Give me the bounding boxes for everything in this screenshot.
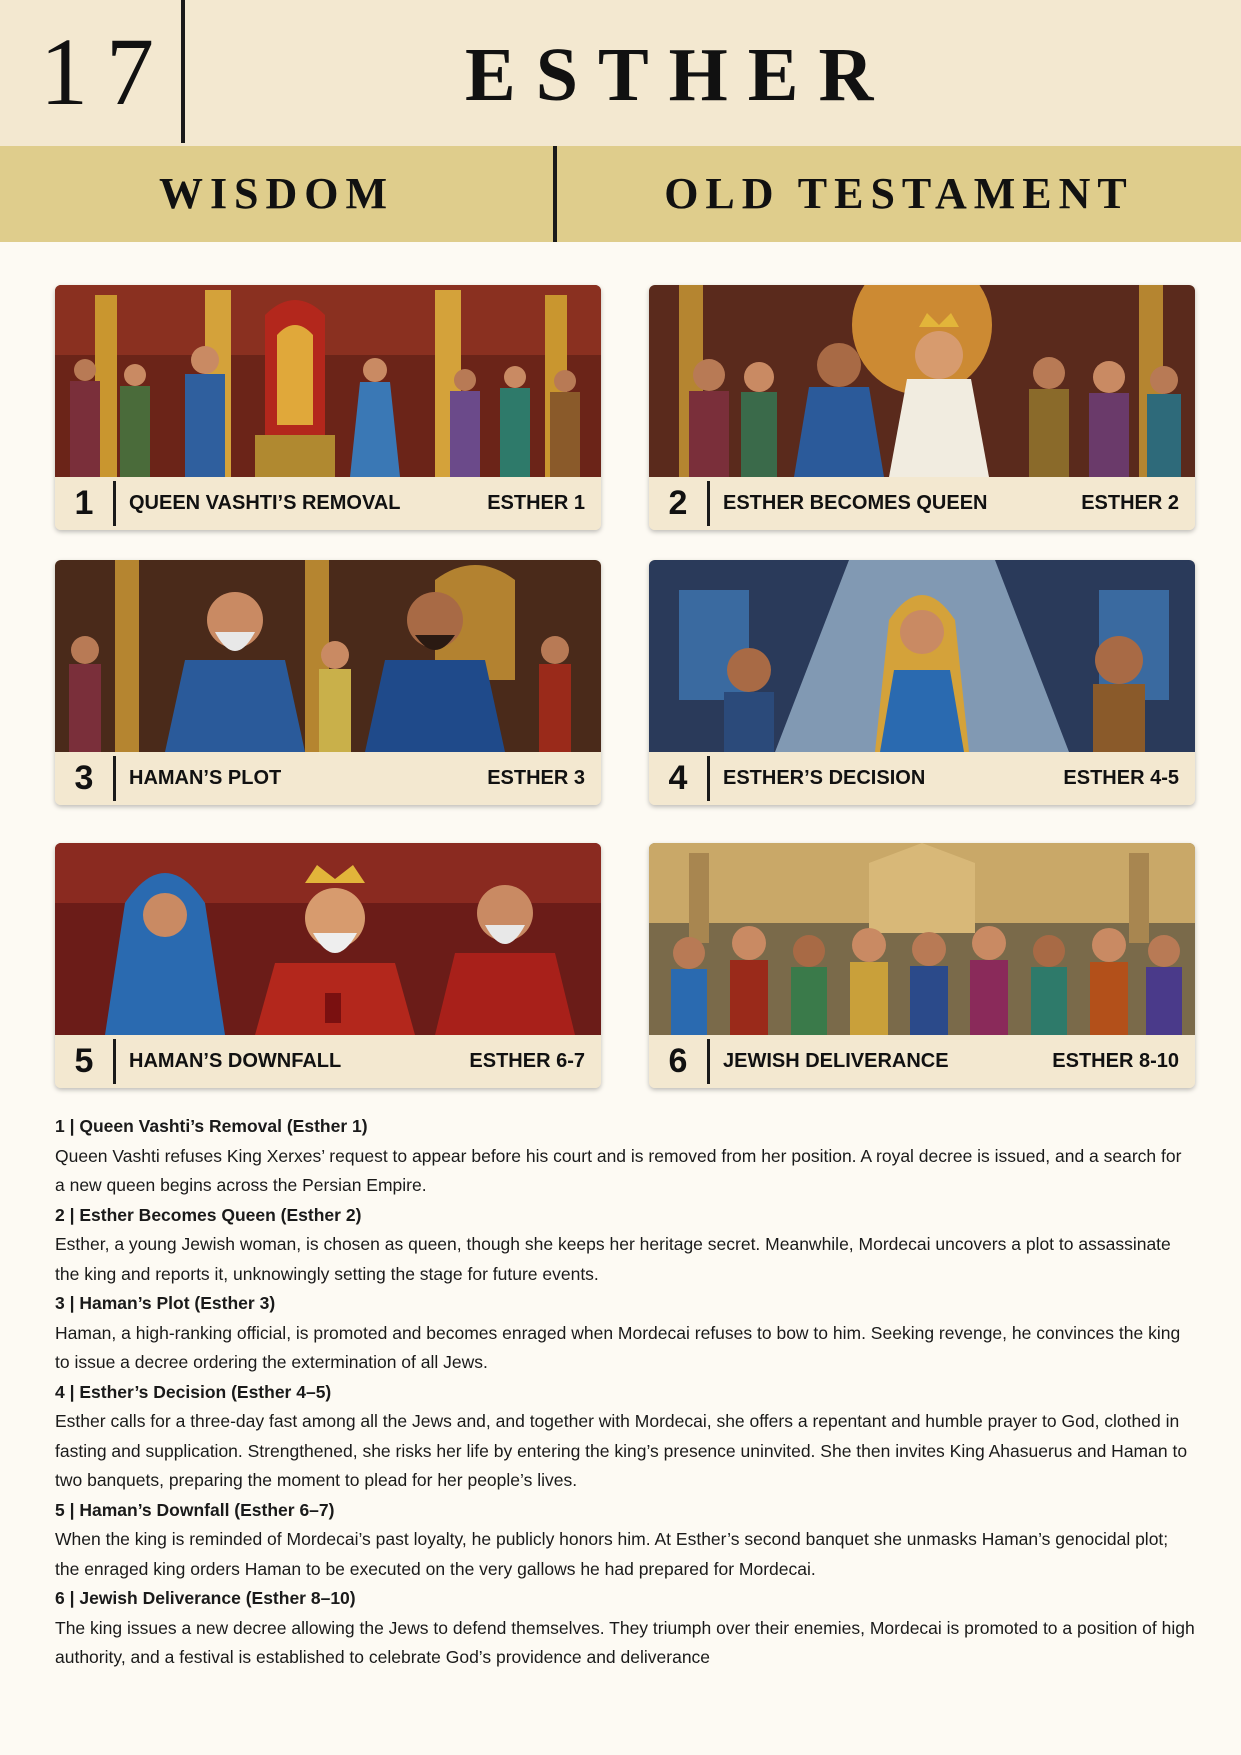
story-card-1 bbox=[55, 285, 601, 530]
card-reference: ESTHER 8-10 bbox=[1052, 1050, 1179, 1072]
header-top bbox=[0, 0, 1241, 146]
royal-court-illustration bbox=[55, 285, 601, 477]
summary-text: When the king is reminded of Mordecai’s past loyalty, he publicly honors him. At Esther’s second banquet she unmasks Haman’s genocidal plot; the enraged king orders Haman to be executed on the very gallows he had prepared for Mordecai. bbox=[55, 1529, 1169, 1579]
story-card-5 bbox=[55, 843, 601, 1088]
card-title: QUEEN VASHTI’S REMOVAL bbox=[129, 492, 401, 514]
story-card-4 bbox=[649, 560, 1195, 805]
book-title: ESTHER bbox=[465, 33, 894, 117]
summary-heading: 6 | Jewish Deliverance (Esther 8–10) bbox=[55, 1588, 356, 1608]
card-caption-bar bbox=[649, 477, 1195, 530]
summary-text: Esther calls for a three-day fast among all the Jews and, and together with Mordecai, she offers a repentant and humble prayer to God, clothed in fasting and supplication. Strengthened, she risks her life by entering the king’s presence uninvited. She then invites King Ahasuerus and Haman to two banquets, preparing the moment to plead for her people’s lives. bbox=[55, 1411, 1188, 1490]
summaries bbox=[55, 1112, 1195, 1673]
card-number: 3 bbox=[74, 759, 94, 797]
card-caption-bar bbox=[55, 1035, 601, 1088]
card-reference: ESTHER 2 bbox=[1081, 492, 1179, 514]
summary-5 bbox=[55, 1496, 1195, 1585]
card-title: ESTHER’S DECISION bbox=[723, 767, 926, 789]
header-divider bbox=[181, 0, 185, 143]
caption-divider bbox=[113, 756, 116, 801]
testament-label: OLD TESTAMENT bbox=[664, 169, 1134, 218]
caption-divider bbox=[707, 481, 710, 526]
summary-heading: 1 | Queen Vashti’s Removal (Esther 1) bbox=[55, 1116, 368, 1136]
card-caption-bar bbox=[649, 752, 1195, 805]
summary-6 bbox=[55, 1584, 1195, 1673]
story-card-2 bbox=[649, 285, 1195, 530]
card-reference: ESTHER 4-5 bbox=[1063, 767, 1179, 789]
card-reference: ESTHER 1 bbox=[487, 492, 585, 514]
card-reference: ESTHER 6-7 bbox=[469, 1050, 585, 1072]
summary-3 bbox=[55, 1289, 1195, 1378]
summary-4 bbox=[55, 1378, 1195, 1496]
haman-downfall-illustration bbox=[55, 843, 601, 1035]
caption-divider bbox=[707, 756, 710, 801]
card-title: JEWISH DELIVERANCE bbox=[723, 1050, 949, 1072]
summary-2 bbox=[55, 1201, 1195, 1290]
card-number: 4 bbox=[668, 759, 688, 797]
card-number: 1 bbox=[74, 484, 94, 522]
card-title: HAMAN’S DOWNFALL bbox=[129, 1050, 342, 1072]
haman-plot-illustration bbox=[55, 560, 601, 752]
card-caption-bar bbox=[649, 1035, 1195, 1088]
card-title: HAMAN’S PLOT bbox=[129, 767, 282, 789]
summary-heading: 3 | Haman’s Plot (Esther 3) bbox=[55, 1293, 276, 1313]
book-number: 17 bbox=[40, 18, 172, 125]
summary-heading: 4 | Esther’s Decision (Esther 4–5) bbox=[55, 1381, 332, 1402]
card-reference: ESTHER 3 bbox=[487, 767, 585, 789]
esther-crowned-illustration bbox=[649, 285, 1195, 477]
summary-heading: 5 | Haman’s Downfall (Esther 6–7) bbox=[55, 1499, 335, 1520]
summary-text: The king issues a new decree allowing the Jews to defend themselves. They triumph over their enemies, Mordecai is promoted to a position of high authority, and a festival is established to celebrate God’s providence and deliverance bbox=[55, 1617, 1195, 1667]
summary-heading: 2 | Esther Becomes Queen (Esther 2) bbox=[55, 1204, 362, 1225]
card-caption-bar bbox=[55, 477, 601, 530]
story-card-3 bbox=[55, 560, 601, 805]
card-title: ESTHER BECOMES QUEEN bbox=[723, 492, 988, 514]
category-band bbox=[0, 146, 1241, 242]
summary-text: Esther, a young Jewish woman, is chosen as queen, though she keeps her heritage secret. Meanwhile, Mordecai uncovers a plot to assassinate the king and reports it, unknowingly setting the stage for future events. bbox=[55, 1234, 1171, 1284]
celebration-illustration bbox=[649, 843, 1195, 1035]
card-caption-bar bbox=[55, 752, 601, 805]
caption-divider bbox=[113, 1039, 116, 1084]
card-number: 5 bbox=[74, 1042, 94, 1080]
story-card-6 bbox=[649, 843, 1195, 1088]
summary-text: Queen Vashti refuses King Xerxes’ request to appear before his court and is removed from her position. A royal decree is issued, and a search for a new queen begins across the Persian Empire. bbox=[55, 1145, 1182, 1195]
card-number: 6 bbox=[668, 1042, 688, 1080]
esther-praying-illustration bbox=[649, 560, 1195, 752]
category-label: WISDOM bbox=[158, 169, 395, 218]
caption-divider bbox=[707, 1039, 710, 1084]
summary-text: Haman, a high-ranking official, is promoted and becomes enraged when Mordecai refuses to bow to him. Seeking revenge, he convinces the king to issue a decree ordering the extermination of all Jews. bbox=[55, 1322, 1181, 1372]
card-number: 2 bbox=[668, 484, 688, 522]
summary-1 bbox=[55, 1112, 1195, 1201]
caption-divider bbox=[113, 481, 116, 526]
